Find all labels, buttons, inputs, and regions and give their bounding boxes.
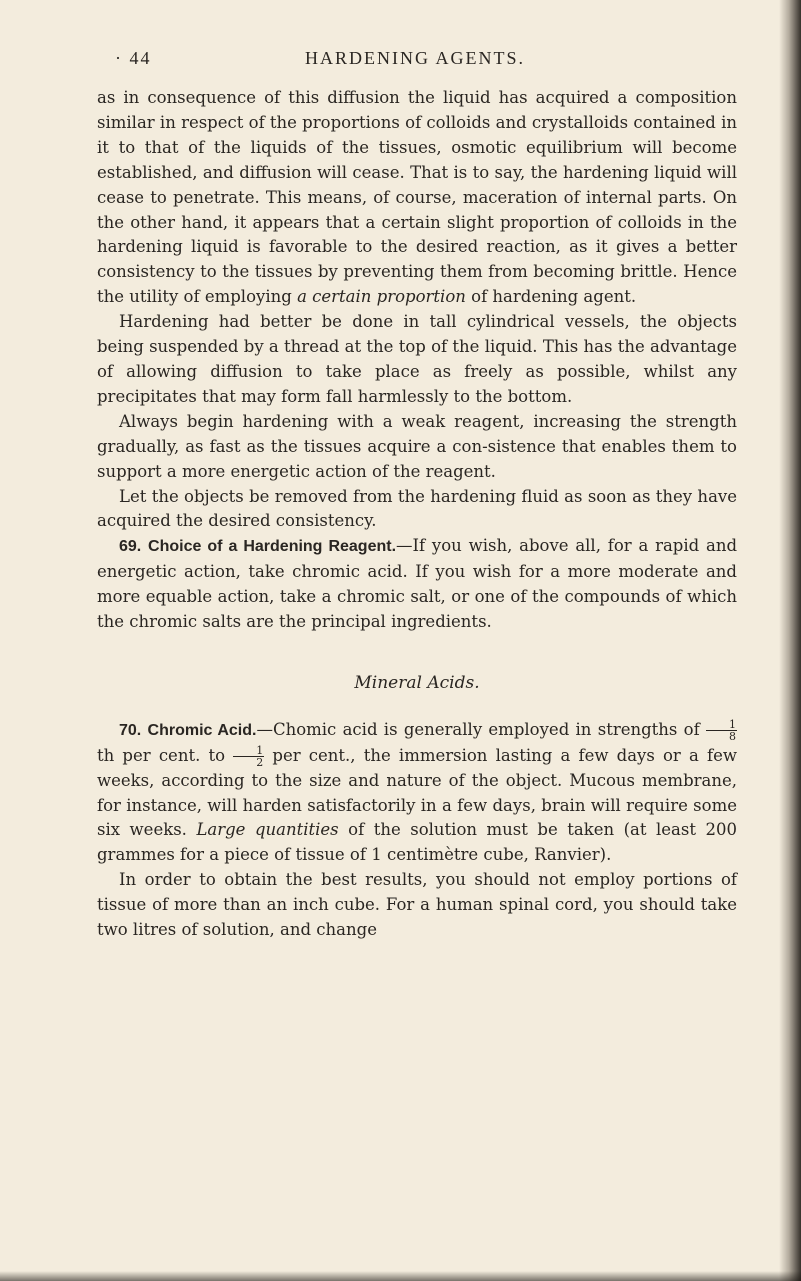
- section-text: th per cent. to: [97, 745, 234, 765]
- running-title: HARDENING AGENTS.: [305, 48, 525, 68]
- section-text: of the solution must be taken (at least 200 grammes for a piece of tissue of 1 centimètre cube, Ranvier).: [97, 820, 737, 865]
- paragraph-continuation: [97, 86, 737, 310]
- fraction-one-eighth: [706, 719, 737, 742]
- fraction-one-half: [233, 745, 264, 768]
- paragraph-text: as in consequence of this diffusion the liquid has acquired a composition similar in respect of the proportions of colloids and crystalloids contained in it to that of the liquids of the tissues, osmotic equilibrium will become established, and diffusion will cease. That is to say, the hardening liquid will cease to penetrate. This means, of course, maceration of internal parts. On the other hand, it appears that a certain slight proportion of colloids in the hardening liquid is favorable to the desired reaction, as it gives a better consistency to the tissues by preventing them from becoming brittle. Hence the utility of employing: [97, 88, 737, 307]
- book-page: [97, 44, 737, 943]
- paragraph-weak-reagent: Always begin hardening with a weak reagent, increasing the strength gradually, as fast as the tissues acquire a con-sistence that enables them to support a more energetic action of the reagent.: [97, 411, 737, 481]
- paragraph-text: of hardening agent.: [465, 287, 637, 307]
- emphasis-text: Large quantities: [196, 820, 339, 840]
- section-number: 70.: [119, 721, 142, 739]
- paragraph-remove-objects: Let the objects be removed from the hardening fluid as soon as they have acquired the desired consistency.: [97, 486, 737, 531]
- body-text: [97, 86, 737, 943]
- section-69: [97, 534, 737, 635]
- fraction-numerator: 1: [233, 745, 264, 757]
- page-number: · 44: [115, 48, 152, 68]
- page-binding-shadow: [779, 0, 801, 1281]
- section-number: 69.: [119, 538, 142, 556]
- fraction-denominator: 8: [729, 729, 736, 743]
- section-title: Choice of a Hardening Reagent.: [148, 538, 397, 556]
- fraction-numerator: 1: [706, 719, 737, 731]
- page-bottom-edge: [0, 1271, 801, 1281]
- subheading-mineral-acids: Mineral Acids.: [354, 672, 480, 693]
- emphasis-text: a certain proportion: [297, 287, 466, 307]
- paragraph-vessels: Hardening had better be done in tall cylindrical vessels, the objects being suspended by a thread at the top of the liquid. This has the advantage of allowing diffusion to take place as freely as possible, whilst any precipitates that may form fall harmlessly to the bottom.: [97, 312, 737, 406]
- fraction-denominator: 2: [256, 755, 264, 769]
- section-title: Chromic Acid.: [147, 721, 257, 739]
- section-text: per cent., the immersion lasting a few days or a few weeks, according to the size and nature of the object. Mucous membrane, for instance, will harden satisfactorily in a few days, brain will require some six weeks.: [97, 745, 737, 840]
- paragraph-best-results: In order to obtain the best results, you should not employ portions of tissue of more than an inch cube. For a human spinal cord, you should take two litres of solution, and change: [97, 870, 737, 940]
- section-70: [97, 718, 737, 868]
- section-text: —If you wish, above all, for a rapid and energetic action, take chromic acid. If you wish for a more moderate and more equable action, take a chromic salt, or one of the compounds of which the chromic salts are the principal ingredients.: [97, 536, 738, 632]
- running-head: [97, 44, 737, 74]
- section-text: —Chomic acid is generally employed in strengths of: [256, 719, 706, 739]
